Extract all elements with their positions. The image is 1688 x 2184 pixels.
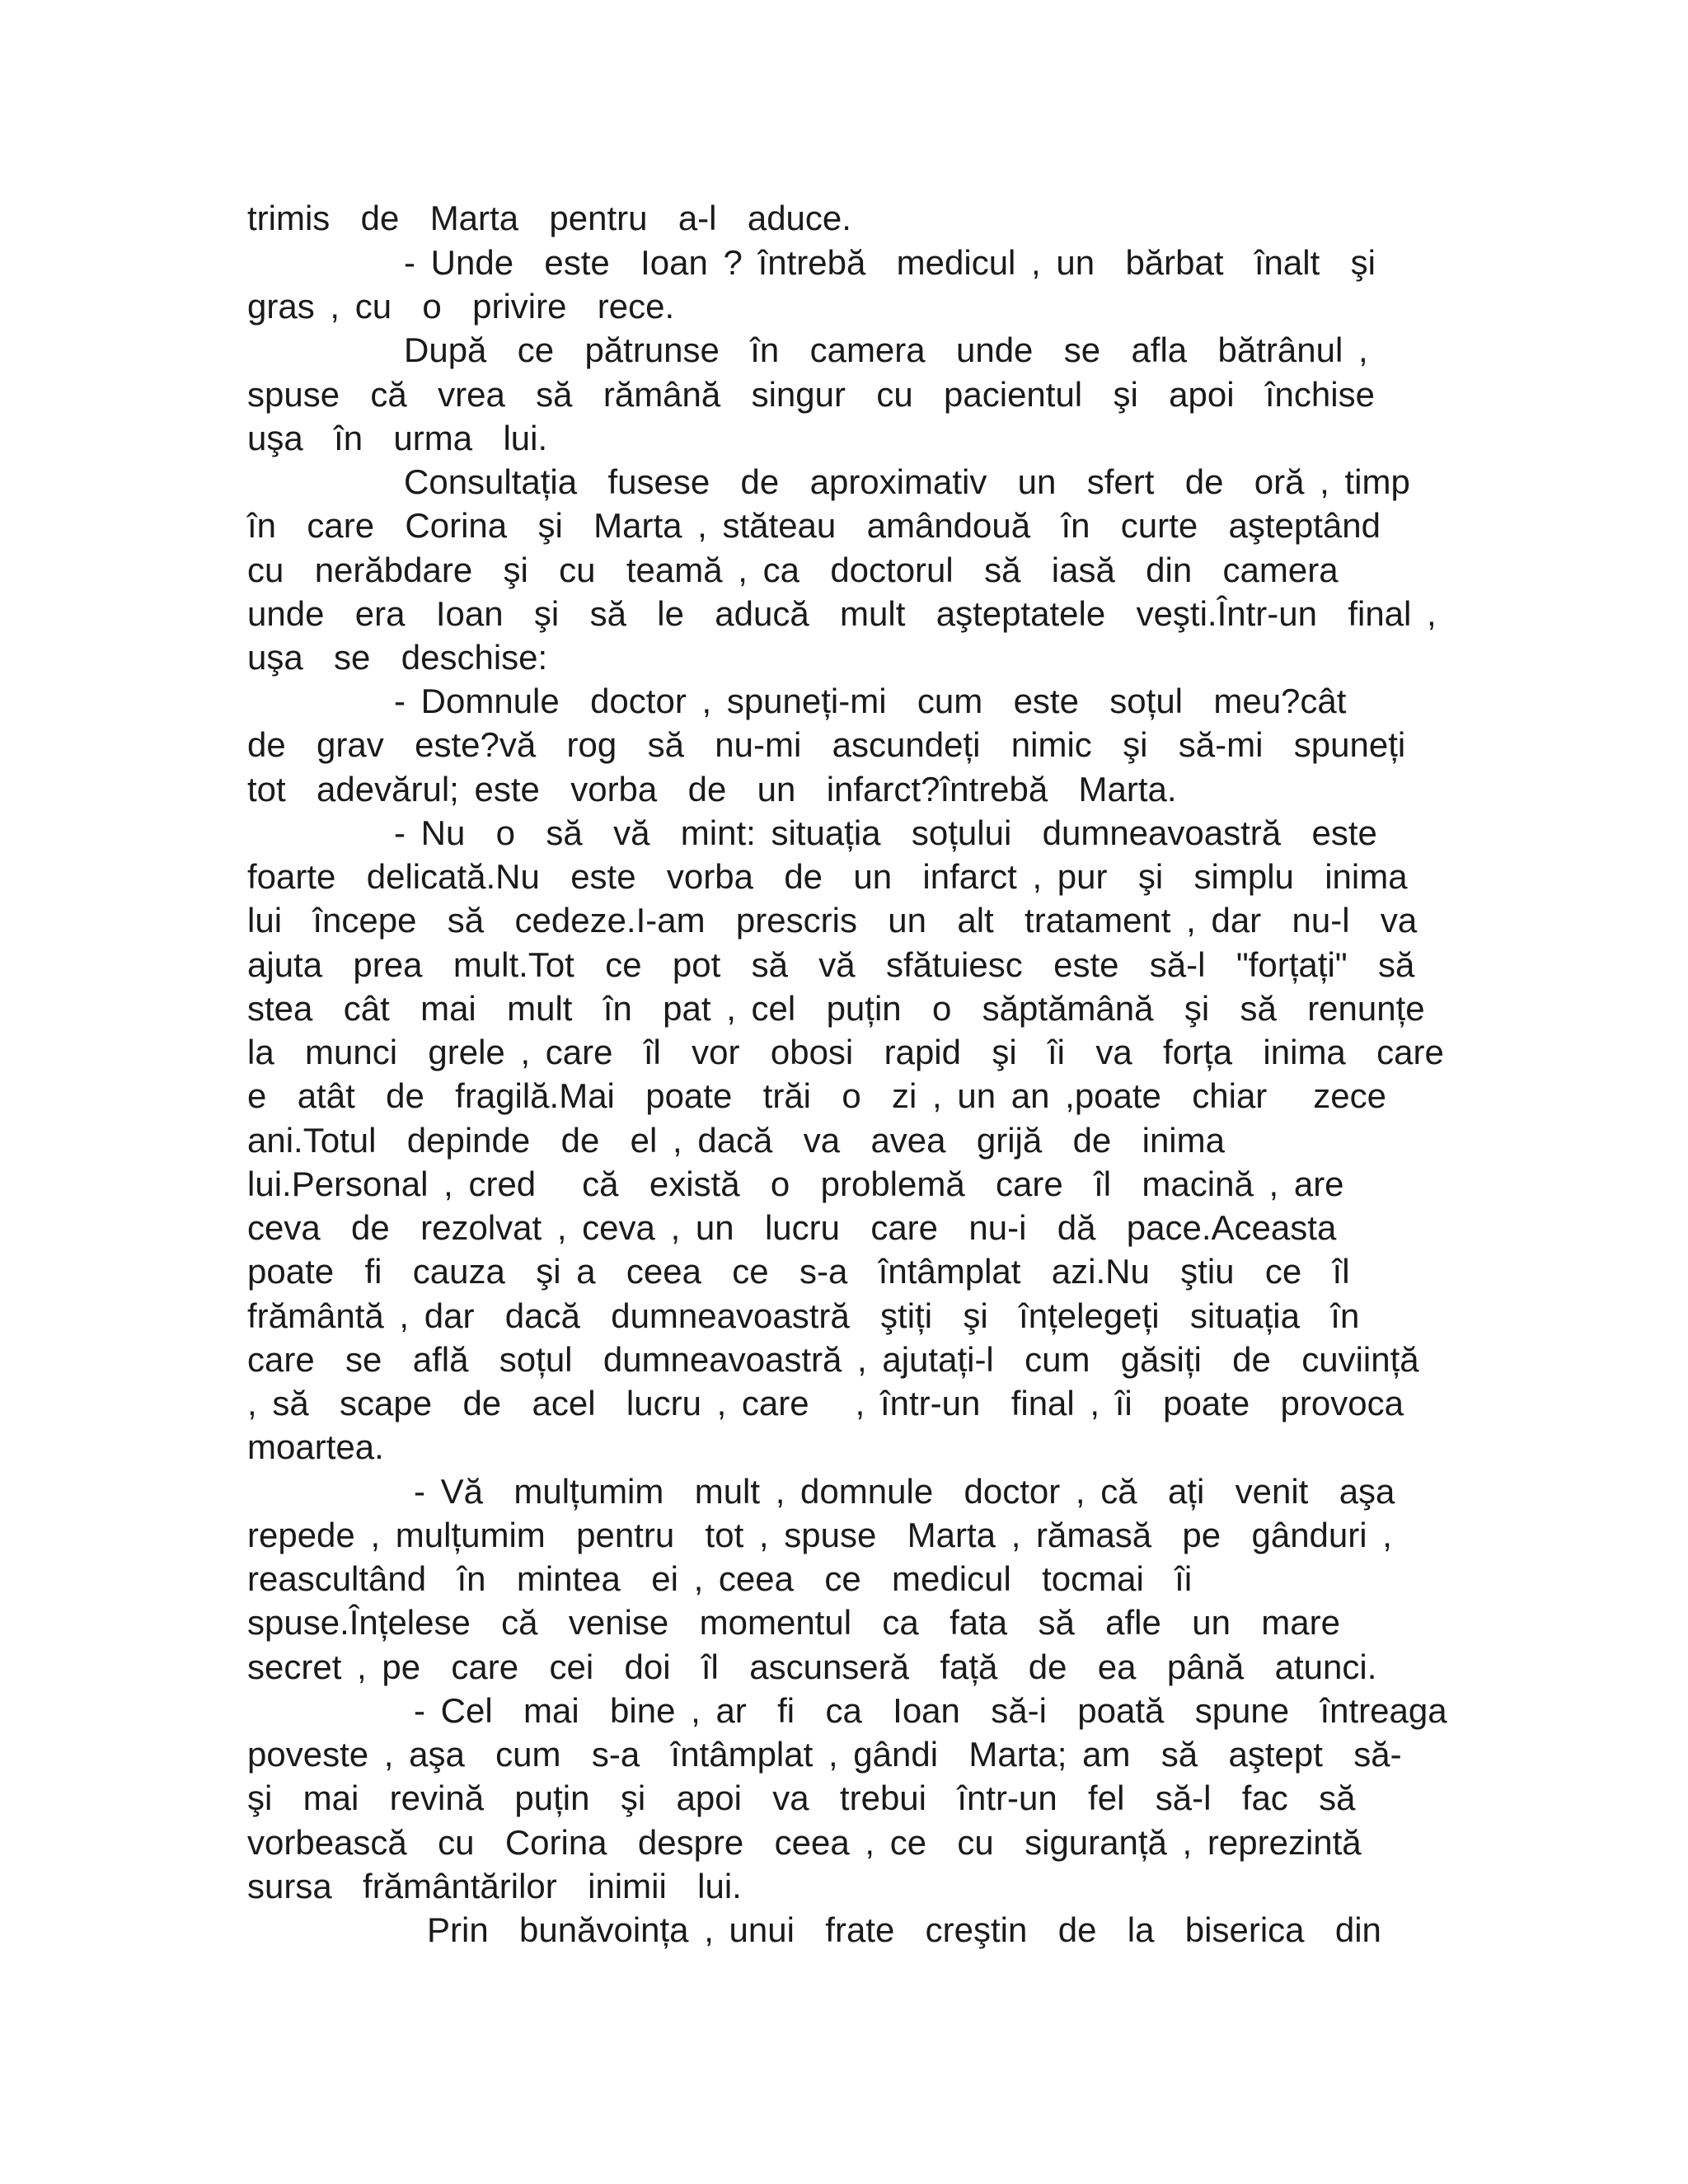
text-line: tot adevărul; este vorba de un infarct?întrebă Marta. [247, 770, 1177, 808]
text-line: trimis de Marta pentru a-l aduce. [247, 199, 851, 237]
text-line: cu nerăbdare şi cu teamă , ca doctorul să iasă din camera [247, 551, 1339, 589]
text-line: frământă , dar dacă dumneavoastră ştiți şi înțelegeți situația în [247, 1296, 1360, 1335]
text-line: ceva de rezolvat , ceva , un lucru care nu-i dă pace.Aceasta [247, 1208, 1337, 1247]
text-line: spuse.Înțelese că venise momentul ca fata să afle un mare [247, 1603, 1340, 1642]
text-line: lui.Personal , cred că există o problemă care îl macină , are [247, 1165, 1344, 1203]
text-line: stea cât mai mult în pat , cel puțin o săptămână şi să renunțe [247, 989, 1425, 1028]
text-line: - Cel mai bine , ar fi ca Ioan să-i poată spune întreaga [414, 1691, 1447, 1730]
text-line: poveste , aşa cum s-a întâmplat , gândi Marta; am să aştept să- [247, 1735, 1402, 1774]
text-line: spuse că vrea să rămână singur cu pacientul şi apoi închise [247, 375, 1375, 414]
text-line: lui începe să cedeze.I-am prescris un alt tratament , dar nu-l va [247, 901, 1418, 940]
text-line: sursa frământărilor inimii lui. [247, 1867, 742, 1905]
text-line: la munci grele , care îl vor obosi rapid şi îi va forța inima care [247, 1033, 1444, 1071]
text-line: - Domnule doctor , spuneți-mi cum este soțul meu?cât [394, 682, 1347, 720]
text-line: în care Corina şi Marta , stăteau amândouă în curte aşteptând [247, 506, 1381, 545]
text-line: - Vă mulțumim mult , domnule doctor , că ați venit aşa [414, 1472, 1395, 1511]
text-line: - Unde este Ioan ? întrebă medicul , un bărbat înalt şi [404, 243, 1376, 282]
text-line: secret , pe care cei doi îl ascunseră față de ea până atunci. [247, 1647, 1377, 1686]
text-line: uşa în urma lui. [247, 419, 548, 457]
text-line: e atât de fragilă.Mai poate trăi o zi , un an ,poate chiar zece [247, 1076, 1387, 1115]
text-line: gras , cu o privire rece. [247, 287, 675, 326]
text-line: poate fi cauza şi a ceea ce s-a întâmplat azi.Nu ştiu ce îl [247, 1252, 1350, 1291]
text-line: ani.Totul depinde de el , dacă va avea grijă de inima [247, 1121, 1225, 1160]
text-line: reascultând în mintea ei , ceea ce medicul tocmai îi [247, 1559, 1193, 1598]
text-line: moartea. [247, 1427, 384, 1466]
text-line: Prin bunăvoința , unui frate creştin de la biserica din [427, 1910, 1381, 1949]
text-line: După ce pătrunse în camera unde se afla bătrânul , [404, 330, 1368, 369]
text-line: Consultația fusese de aproximativ un sfert de oră , timp [404, 462, 1410, 501]
text-line: repede , mulțumim pentru tot , spuse Marta , rămasă pe gânduri , [247, 1516, 1392, 1554]
text-line: de grav este?vă rog să nu-mi ascundeți nimic şi să-mi spuneți [247, 725, 1406, 764]
text-line: şi mai revină puțin şi apoi va trebui într-un fel să-l fac să [247, 1779, 1356, 1817]
text-line: - Nu o să vă mint: situația soțului dumneavoastră este [394, 813, 1377, 852]
text-line: uşa se deschise: [247, 638, 548, 677]
text-line: foarte delicată.Nu este vorba de un infarct , pur şi simplu inima [247, 857, 1408, 896]
text-line: unde era Ioan şi să le aducă mult aşteptatele veşti.Într-un final , [247, 594, 1437, 633]
text-line: ajuta prea mult.Tot ce pot să vă sfătuiesc este să-l "forțați" să [247, 945, 1415, 984]
text-line: vorbească cu Corina despre ceea , ce cu siguranță , reprezintă [247, 1823, 1362, 1862]
text-line: , să scape de acel lucru , care , într-un final , îi poate provoca [247, 1384, 1404, 1422]
text-line: care se află soțul dumneavoastră , ajutați-l cum găsiți de cuviință [247, 1340, 1419, 1379]
